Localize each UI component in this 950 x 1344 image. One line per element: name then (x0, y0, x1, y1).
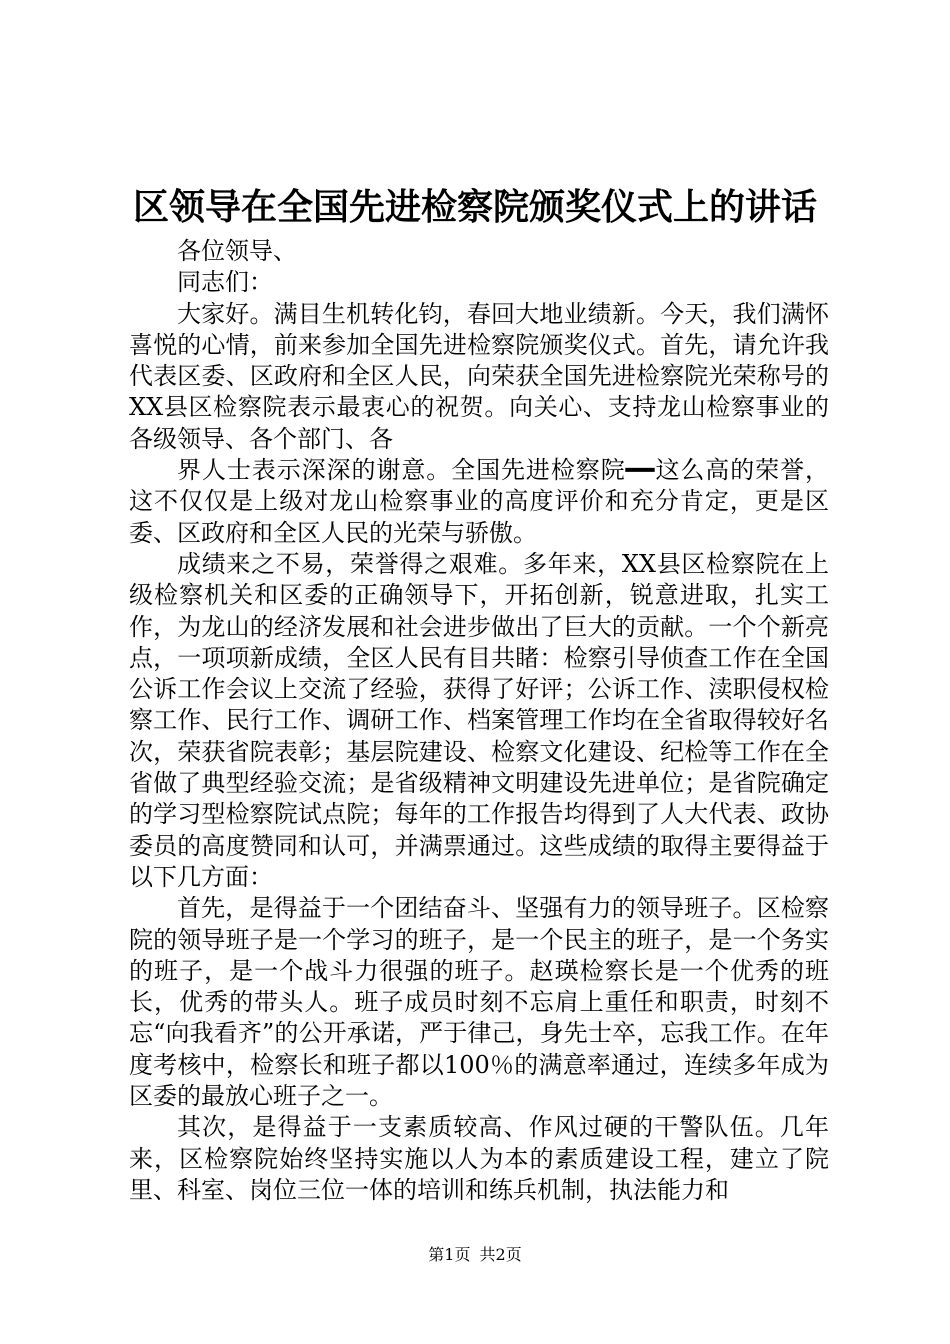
page-total: 共2页 (479, 1245, 522, 1264)
salutation-line: 同志们： (177, 268, 273, 297)
page-title: 区领导在全国先进检察院颁奖仪式上的讲话 (132, 186, 817, 228)
body-paragraph: 其次，是得益于一支素质较高、作风过硬的干警队伍。几年来，区检察院始终坚持实施以人为本的素质建设工程，建立了院里、科室、岗位三位一体的培训和练兵机制，执法能力和 (129, 1113, 829, 1204)
page-number: 第1页 (428, 1245, 471, 1264)
document-body (129, 236, 829, 1206)
page-footer (0, 1244, 950, 1266)
body-paragraph: 大家好。满目生机转化钧，春回大地业绩新。今天，我们满怀喜悦的心情，前来参加全国先进检察院颁奖仪式。首先，请允许我代表区委、区政府和全区人民，向荣获全国先进检察院光荣称号的XX县区检察院表示最衷心的祝贺。向关心、支持龙山检察事业的各级领导、各个部门、各 (129, 299, 829, 453)
salutation-line: 各位领导、 (177, 237, 297, 265)
body-paragraph: 成绩来之不易，荣誉得之艰难。多年来，XX县区检察院在上级检察机关和区委的正确领导下，开拓创新，锐意进取，扎实工作，为龙山的经济发展和社会进步做出了巨大的贡献。一个个新亮点，一项项新成绩，全区人民有目共睹：检察引导侦查工作在全国公诉工作会议上交流了经验，获得了好评；公诉工作、渎职侵权检察工作、民行工作、调研工作、档案管理工作均在全省取得较好名次，荣获省院表彰；基层院建设、检察文化建设、纪检等工作在全省做了典型经验交流；是省级精神文明建设先进单位；是省院确定的学习型检察院试点院；每年的工作报告均得到了人大代表、政协委员的高度赞同和认可，并满票通过。这些成绩的取得主要得益于以下几方面： (129, 549, 829, 891)
body-paragraph: 首先，是得益于一个团结奋斗、坚强有力的领导班子。区检察院的领导班子是一个学习的班子，是一个民主的班子，是一个务实的班子，是一个战斗力很强的班子。赵瑛检察长是一个优秀的班长，优秀的带头人。班子成员时刻不忘肩上重任和职责，时刻不忘“向我看齐”的公开承诺，严于律己，身先士卒，忘我工作。在年度考核中，检察长和班子都以100％的满意率通过，连续多年成为区委的最放心班子之一。 (129, 894, 829, 1111)
body-paragraph: 界人士表示深深的谢意。全国先进检察院━━这么高的荣誉，这不仅仅是上级对龙山检察事业的高度评价和充分肯定，更是区委、区政府和全区人民的光荣与骄傲。 (129, 456, 829, 547)
